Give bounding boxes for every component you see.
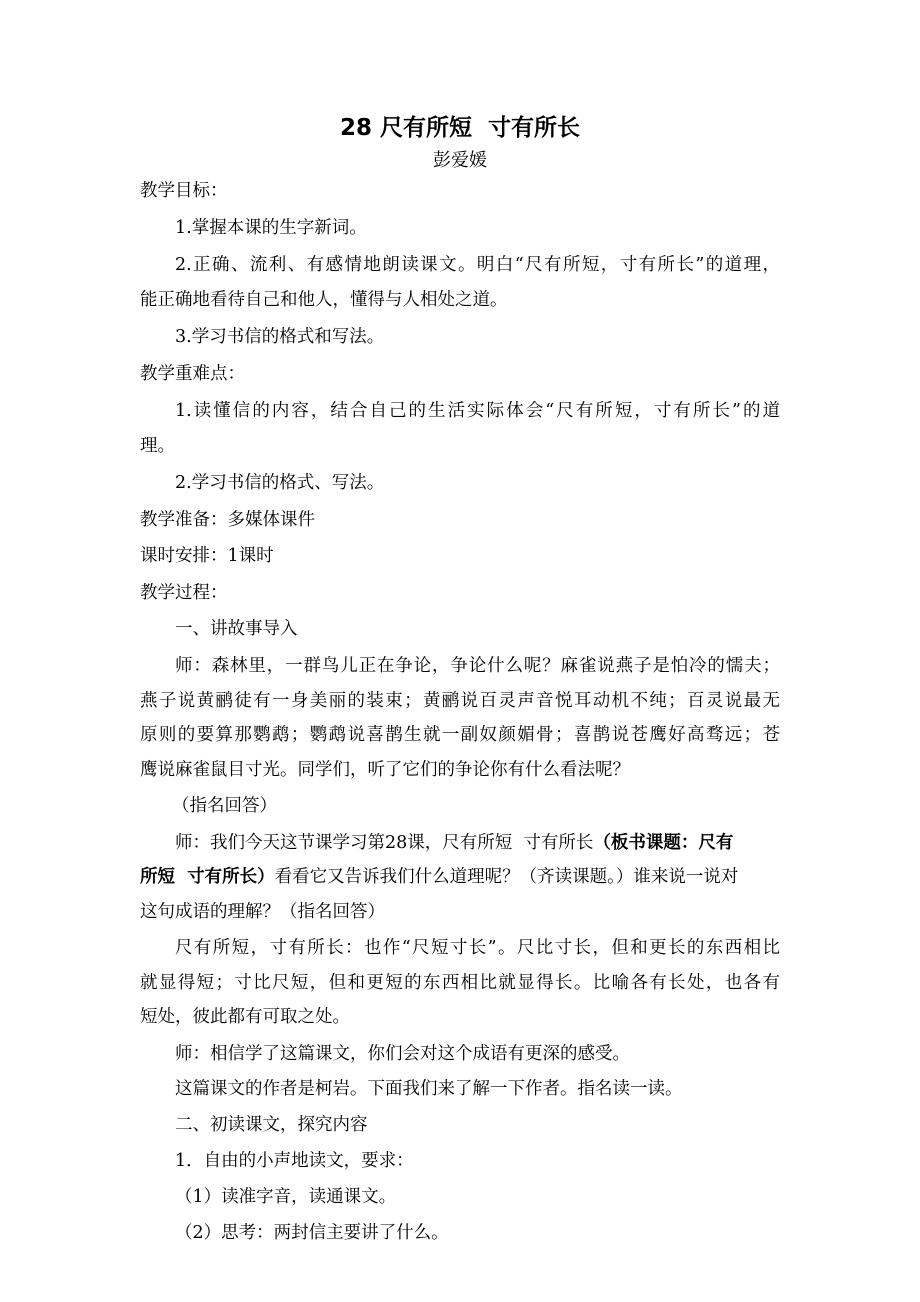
step-2-item-1: 1．自由的小声地读文，要求： (175, 1151, 414, 1171)
objective-1: 1.掌握本课的生字新词。 (175, 218, 367, 238)
paragraph-4: 师：相信学了这篇课文，你们会对这个成语有更深的感受。 (175, 1044, 630, 1064)
lesson-title: 28 尺有所短 寸有所长 (339, 115, 581, 141)
step-2-requirement-1: （1）读准字音，读通课文。 (175, 1187, 397, 1207)
paragraph-1-line-3: 原则的要算那鹦鹉；鹦鹉说喜鹊生就一副奴颜媚骨；喜鹊说苍鹰好高骛远；苍 (140, 725, 780, 745)
board-title-note-a: （板书课题：尺有 (593, 833, 734, 853)
paragraph-2-line-3: 这句成语的理解？（指名回答） (140, 902, 385, 922)
section-heading-key-points: 教学重难点： (140, 364, 245, 384)
section-heading-objectives: 教学目标： (140, 181, 228, 201)
paragraph-3-line-1: 尺有所短，寸有所长：也作“尺短寸长”。尺比寸长，但和更长的东西相比 (175, 938, 780, 958)
paragraph-3-line-3: 短处，彼此都有可取之处。 (140, 1007, 350, 1027)
step-2-heading: 二、初读课文，探究内容 (175, 1115, 368, 1135)
objective-2: 2.正确、流利、有感情地朗读课文。明白“尺有所短，寸有所长”的道理， (175, 255, 780, 275)
key-point-2: 2.学习书信的格式、写法。 (175, 473, 385, 493)
key-point-1-cont: 理。 (140, 436, 175, 456)
class-hours: 课时安排：1课时 (140, 546, 274, 566)
author-name: 彭爱媛 (433, 150, 487, 171)
paragraph-2-line-1 (175, 830, 733, 856)
objective-3: 3.学习书信的格式和写法。 (175, 327, 385, 347)
paragraph-1-line-4: 鹰说麻雀鼠目寸光。同学们，听了它们的争论你有什么看法呢？ (140, 760, 630, 780)
paragraph-1-line-2: 燕子说黄鹂徒有一身美丽的装束；黄鹂说百灵声音悦耳动机不纯；百灵说最无 (140, 691, 780, 711)
section-heading-process: 教学过程： (140, 583, 228, 603)
board-title-note-b: 所短 寸有所长） (140, 867, 275, 887)
paragraph-1-line-1: 师：森林里，一群鸟儿正在争论，争论什么呢？麻雀说燕子是怕冷的懦夫； (175, 656, 780, 676)
objective-2-cont: 能正确地看待自己和他人，懂得与人相处之道。 (140, 290, 508, 310)
note-answer: （指名回答） (172, 796, 277, 816)
paragraph-5: 这篇课文的作者是柯岩。下面我们来了解一下作者。指名读一读。 (175, 1079, 683, 1099)
step-2-requirement-2: （2）思考：两封信主要讲了什么。 (175, 1223, 449, 1243)
paragraph-2-text-a: 师：我们今天这节课学习第28课，尺有所短 寸有所长 (175, 833, 594, 853)
paragraph-2-line-2 (140, 864, 738, 890)
step-1-heading: 一、讲故事导入 (175, 619, 298, 639)
preparation: 教学准备：多媒体课件 (140, 510, 315, 530)
key-point-1: 1.读懂信的内容，结合自己的生活实际体会“尺有所短，寸有所长”的道 (175, 401, 780, 421)
paragraph-3-line-2: 就显得短；寸比尺短，但和更短的东西相比就显得长。比喻各有长处，也各有 (140, 973, 780, 993)
paragraph-2-text-b: 看看它又告诉我们什么道理呢？（齐读课题。）谁来说一说对 (274, 867, 739, 887)
